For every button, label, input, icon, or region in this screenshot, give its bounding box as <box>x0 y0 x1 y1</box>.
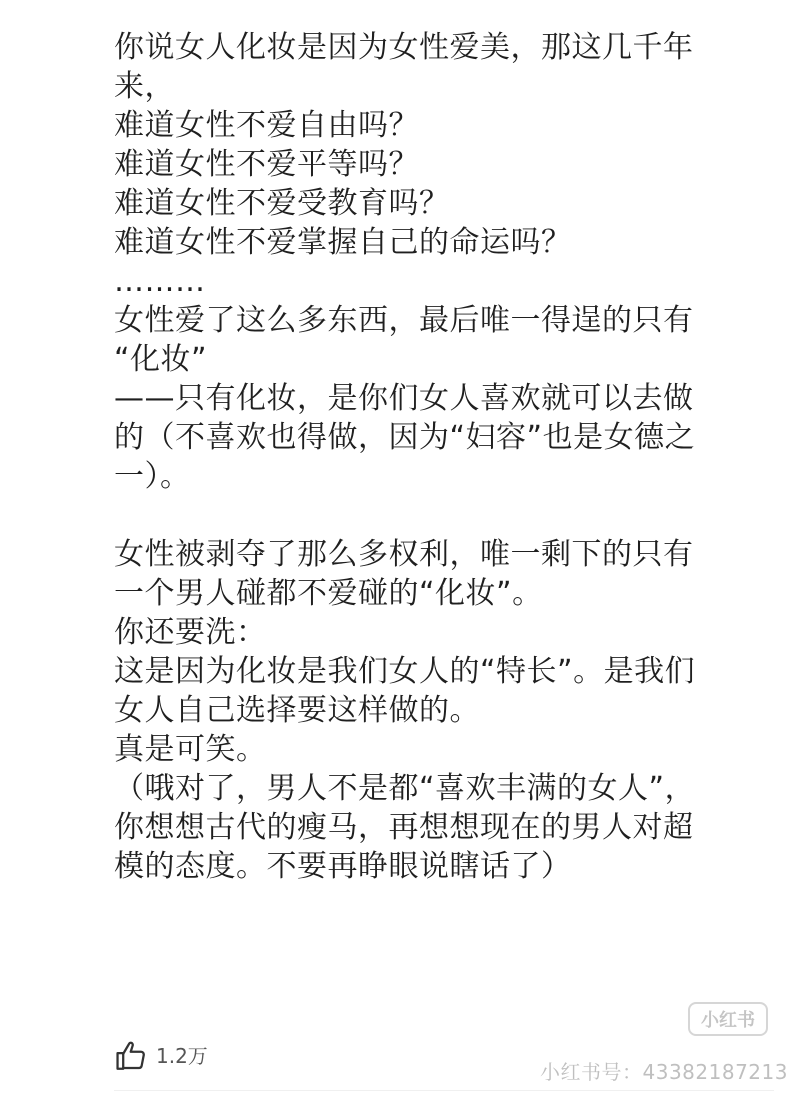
watermark-logo-text: 小红书 <box>701 1010 755 1031</box>
post-line: 一）。 <box>114 459 191 494</box>
post-line: 难道女性不爱掌握自己的命运吗？ <box>114 225 572 260</box>
post-line: ——只有化妆，是你们女人喜欢就可以去做 <box>114 381 694 416</box>
like-button[interactable] <box>114 1038 208 1074</box>
post-line: 女人自己选择要这样做的。 <box>114 693 480 728</box>
thumbs-up-icon <box>114 1039 148 1073</box>
post-line: 女性被剥夺了那么多权利，唯一剩下的只有 <box>114 537 694 572</box>
post-body <box>114 28 774 886</box>
like-count: 1.2万 <box>156 1044 208 1068</box>
watermark-id: 小红书号：4338218721​3 <box>540 1060 788 1084</box>
post-line: 难道女性不爱自由吗？ <box>114 108 419 143</box>
post-line-blank <box>114 496 774 535</box>
post-line: 难道女性不爱平等吗？ <box>114 147 419 182</box>
post-line: 模的态度。不要再睁眼说瞎话了） <box>114 849 572 884</box>
post-line: 的（不喜欢也得做，因为“妇容”也是女德之 <box>114 420 696 455</box>
watermark-logo <box>688 1002 768 1036</box>
post-line: 你还要洗： <box>114 615 267 650</box>
post-line: 这是因为化妆是我们女人的“特长”。是我们 <box>114 654 696 689</box>
post-line: 一个男人碰都不爱碰的“化妆”。 <box>114 576 543 611</box>
post-line: 你想想古代的瘦马，再想想现在的男人对超 <box>114 810 694 845</box>
post-line: （哦对了，男人不是都“喜欢丰满的女人”， <box>114 771 696 806</box>
divider <box>114 1090 774 1091</box>
post-line: 女性爱了这么多东西，最后唯一得逞的只有 <box>114 303 694 338</box>
post-line: 真是可笑。 <box>114 732 267 767</box>
post-line: ……… <box>114 264 206 299</box>
post-line: “化妆” <box>114 342 208 377</box>
post-line: 难道女性不爱受教育吗？ <box>114 186 450 221</box>
post-line: 来， <box>114 69 175 104</box>
post-line: 你说女人化妆是因为女性爱美，那这几千年 <box>114 30 694 65</box>
